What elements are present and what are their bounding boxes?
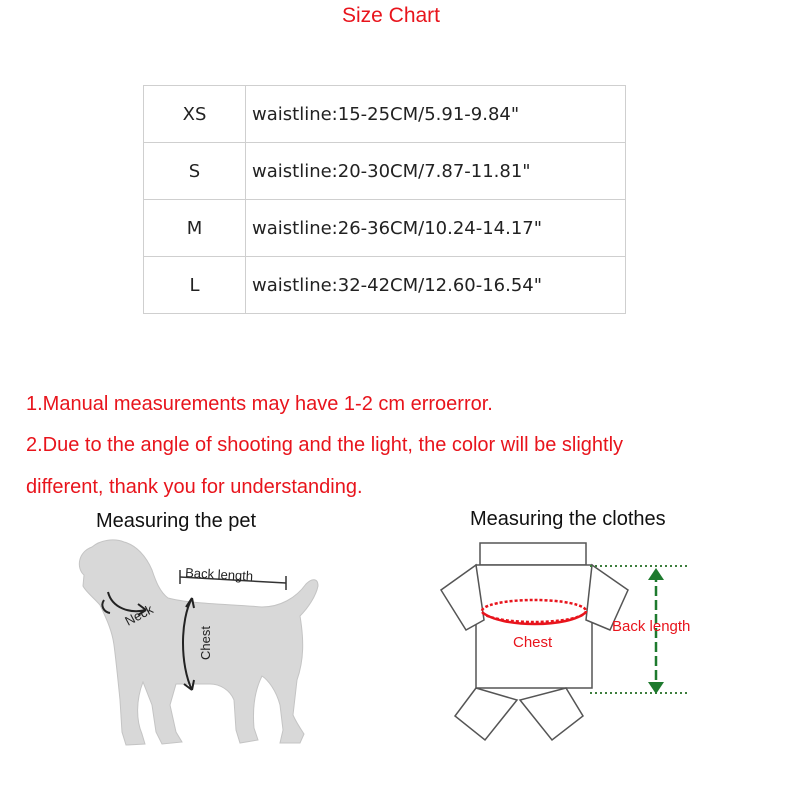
garment-left-sleeve	[441, 565, 484, 630]
chest-label: Chest	[198, 626, 213, 660]
garment-collar	[480, 543, 586, 565]
back-length-label: Back length	[184, 565, 254, 584]
note-line-1: 1.Manual measurements may have 1-2 cm erroerror.	[26, 393, 493, 415]
neck-label: Neck	[122, 601, 156, 629]
note-line-3: different, thank you for understanding.	[26, 476, 363, 498]
waistline-cell: waistline:15-25CM/5.91-9.84"	[246, 86, 626, 143]
clothes-back-length-label: Back length	[612, 618, 691, 635]
garment-body	[476, 565, 592, 688]
garment-right-leg	[520, 688, 583, 740]
size-cell: XS	[144, 86, 246, 143]
pet-caption: Measuring the pet	[96, 510, 257, 532]
size-cell: S	[144, 143, 246, 200]
clothes-chest-label: Chest	[513, 634, 553, 651]
size-cell: L	[144, 257, 246, 314]
clothes-caption: Measuring the clothes	[470, 508, 666, 530]
waistline-cell: waistline:32-42CM/12.60-16.54"	[246, 257, 626, 314]
size-cell: M	[144, 200, 246, 257]
page-title: Size Chart	[341, 4, 441, 27]
waistline-cell: waistline:26-36CM/10.24-14.17"	[246, 200, 626, 257]
note-line-2: 2.Due to the angle of shooting and the light, the color will be slightly	[26, 434, 624, 456]
garment-left-leg	[455, 688, 517, 740]
waistline-cell: waistline:20-30CM/7.87-11.81"	[246, 143, 626, 200]
